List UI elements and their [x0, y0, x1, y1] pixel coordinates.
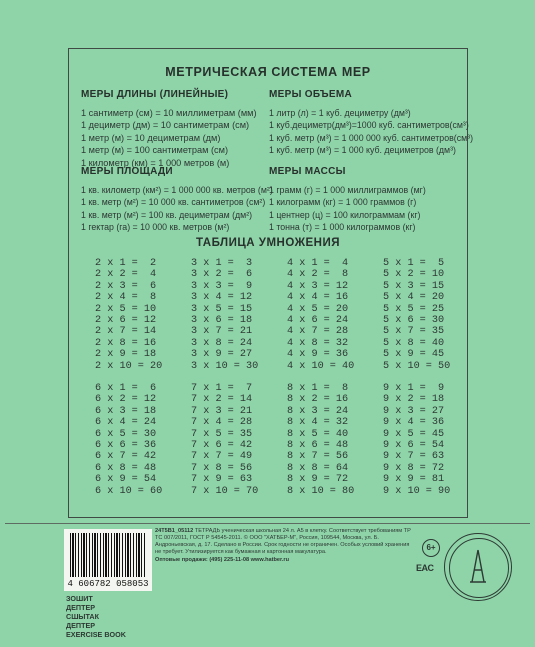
mult-row: 2 x 8 = 16 — [95, 337, 157, 349]
mult-row: 4 x 7 = 28 — [287, 326, 349, 338]
mult-row: 8 x 10 = 80 — [287, 485, 355, 497]
mult-row: 8 x 8 = 64 — [287, 462, 349, 474]
language-kg: ДЕПТЕР — [66, 621, 96, 630]
mult-row: 9 x 7 = 63 — [383, 451, 445, 463]
volume-measures — [269, 89, 473, 157]
mult-row: 7 x 9 = 63 — [191, 474, 253, 486]
area-item: 1 кв. метр (м²) = 10 000 кв. сантиметров (см²) — [81, 197, 266, 208]
mult-row: 4 x 3 = 12 — [287, 280, 349, 292]
mult-row: 6 x 7 = 42 — [95, 451, 157, 463]
mass-item: 1 килограмм (кг) = 1 000 граммов (г) — [269, 197, 417, 208]
mult-row: 9 x 10 = 90 — [383, 485, 451, 497]
language-ua: ЗОШИТ — [66, 594, 93, 603]
mult-row: 2 x 1 = 2 — [95, 258, 157, 269]
mult-row: 8 x 3 = 24 — [287, 405, 349, 417]
mult-block-2 — [95, 258, 187, 372]
quality-seal — [444, 533, 512, 601]
product-description: ТЕТРАДЬ ученическая школьная 24 л. А5 в клетку. Соответствует требованиям ТР ТС 007/2011, ГОСТ Р 54545-2011. © ООО "ХАТБЕР-М", Россия, 109544, Москва, ул. Б. Андроньевская, д. 17. Сделано в России. Срок годности не ограничен. Особых условий хранения не требует. Утилизируется как бумажная и картонная макулатура. — [155, 528, 411, 555]
mult-row: 7 x 10 = 70 — [191, 485, 259, 497]
mult-row: 9 x 3 = 27 — [383, 405, 445, 417]
mult-row: 2 x 3 = 6 — [95, 280, 157, 292]
mult-row: 9 x 2 = 18 — [383, 394, 445, 406]
mult-row: 4 x 8 = 32 — [287, 337, 349, 349]
area-heading: МЕРЫ ПЛОЩАДИ — [81, 166, 173, 177]
mass-measures — [269, 166, 426, 234]
mult-row: 5 x 2 = 10 — [383, 269, 445, 281]
mult-row: 5 x 7 = 35 — [383, 326, 445, 338]
page-title: МЕТРИЧЕСКАЯ СИСТЕМА МЕР — [165, 65, 371, 79]
mass-item: 1 тонна (т) = 1 000 килограммов (кг) — [269, 222, 416, 233]
mult-row: 3 x 3 = 9 — [191, 280, 253, 292]
multiplication-title: ТАБЛИЦА УМНОЖЕНИЯ — [195, 237, 341, 249]
mult-row: 6 x 5 = 30 — [95, 428, 157, 440]
area-item: 1 кв. метр (м²) = 100 кв. дециметрам (дм²) — [81, 209, 253, 220]
length-item: 1 сантиметр (см) = 10 миллиметрам (мм) — [81, 107, 257, 118]
mult-row: 2 x 6 = 12 — [95, 315, 157, 327]
mult-row: 5 x 10 = 50 — [383, 360, 451, 372]
mult-row: 9 x 5 = 45 — [383, 428, 445, 440]
mult-row: 3 x 4 = 12 — [191, 292, 253, 304]
mult-row: 8 x 9 = 72 — [287, 474, 349, 486]
mult-row: 9 x 4 = 36 — [383, 417, 445, 429]
mult-row: 7 x 6 = 42 — [191, 440, 253, 452]
mult-row: 3 x 5 = 15 — [191, 303, 253, 315]
length-item: 1 метр (м) = 100 сантиметрам (см) — [81, 145, 229, 156]
mult-row: 6 x 2 = 12 — [95, 394, 157, 406]
length-heading: МЕРЫ ДЛИНЫ (ЛИНЕЙНЫЕ) — [81, 89, 229, 100]
mult-row: 6 x 1 = 6 — [95, 383, 157, 394]
mass-item: 1 центнер (ц) = 100 килограммам (кг) — [269, 209, 421, 220]
volume-heading: МЕРЫ ОБЪЕМА — [269, 89, 353, 100]
wholesale-info: Оптовые продажи: (495) 225-11-08 www.hatber.ru — [155, 557, 290, 563]
mult-block-7 — [191, 383, 283, 497]
mult-row: 3 x 7 = 21 — [191, 326, 253, 338]
mult-row: 8 x 6 = 48 — [287, 440, 349, 452]
language-en: EXERCISE BOOK — [66, 630, 126, 639]
mult-row: 6 x 10 = 60 — [95, 485, 163, 497]
mult-row: 6 x 6 = 36 — [95, 440, 157, 452]
length-measures — [81, 89, 257, 170]
mult-block-3 — [191, 258, 283, 372]
mult-row: 5 x 9 = 45 — [383, 349, 445, 361]
mult-row: 9 x 8 = 72 — [383, 462, 445, 474]
mult-block-5 — [383, 258, 475, 372]
mass-item: 1 грамм (г) = 1 000 миллиграммов (мг) — [269, 184, 426, 195]
mult-row: 3 x 2 = 6 — [191, 269, 253, 281]
mult-row: 7 x 7 = 49 — [191, 451, 253, 463]
mult-block-9 — [383, 383, 475, 497]
mult-row: 7 x 4 = 28 — [191, 417, 253, 429]
mult-row: 3 x 10 = 30 — [191, 360, 259, 372]
mult-row: 2 x 7 = 14 — [95, 326, 157, 338]
mult-block-4 — [287, 258, 379, 372]
mult-row: 2 x 9 = 18 — [95, 349, 157, 361]
mult-row: 7 x 2 = 14 — [191, 394, 253, 406]
mult-row: 4 x 6 = 24 — [287, 315, 349, 327]
volume-item: 1 куб. метр (м³) = 1 000 куб. дециметров (дм³) — [269, 145, 456, 156]
language-by: СШЫТАК — [66, 612, 99, 621]
mult-row: 2 x 2 = 4 — [95, 269, 157, 281]
mult-row: 4 x 5 = 20 — [287, 303, 349, 315]
mult-row: 4 x 4 = 16 — [287, 292, 349, 304]
length-item: 1 километр (км) = 1 000 метров (м) — [81, 157, 230, 168]
volume-item: 1 литр (л) = 1 куб. дециметру (дм³) — [269, 107, 411, 118]
mult-row: 8 x 7 = 56 — [287, 451, 349, 463]
mult-row: 2 x 10 = 20 — [95, 360, 163, 372]
mass-heading: МЕРЫ МАССЫ — [269, 166, 346, 177]
mult-row: 8 x 2 = 16 — [287, 394, 349, 406]
mult-row: 9 x 1 = 9 — [383, 383, 445, 394]
barcode-number: 4 606782 058053 — [67, 579, 149, 589]
mult-row: 4 x 10 = 40 — [287, 360, 355, 372]
mult-row: 9 x 6 = 54 — [383, 440, 445, 452]
area-item: 1 гектар (га) = 10 000 кв. метров (м²) — [81, 222, 230, 233]
reference-frame — [68, 48, 473, 518]
barcode-bars — [70, 533, 146, 577]
length-item: 1 дециметр (дм) = 10 сантиметрам (см) — [81, 120, 250, 131]
area-item: 1 кв. километр (км²) = 1 000 000 кв. метров (м²) — [81, 184, 273, 195]
mult-row: 8 x 4 = 32 — [287, 417, 349, 429]
tower-icon — [445, 534, 511, 600]
product-footer — [0, 523, 535, 647]
mult-block-6 — [95, 383, 187, 497]
language-kz: ДЕПТЕР — [66, 603, 96, 612]
mult-row: 5 x 3 = 15 — [383, 280, 445, 292]
product-code: 24Т5В1_05112 — [155, 528, 194, 534]
mult-row: 8 x 1 = 8 — [287, 383, 349, 394]
language-names — [66, 594, 154, 639]
mult-row: 6 x 9 = 54 — [95, 474, 157, 486]
mult-row: 5 x 6 = 30 — [383, 315, 445, 327]
mult-row: 5 x 5 = 25 — [383, 303, 445, 315]
volume-item: 1 куб. метр (м³) = 1 000 000 куб. сантиметров(см³) — [269, 132, 473, 143]
mult-row: 7 x 3 = 21 — [191, 405, 253, 417]
mult-row: 5 x 1 = 5 — [383, 258, 445, 269]
barcode — [64, 529, 152, 591]
mult-row: 3 x 9 = 27 — [191, 349, 253, 361]
eac-mark: EAC — [416, 563, 434, 573]
mult-row: 7 x 8 = 56 — [191, 462, 253, 474]
mult-row: 3 x 1 = 3 — [191, 258, 253, 269]
mult-row: 6 x 8 = 48 — [95, 462, 157, 474]
mult-row: 3 x 8 = 24 — [191, 337, 253, 349]
mult-row: 2 x 4 = 8 — [95, 292, 157, 304]
mult-row: 6 x 3 = 18 — [95, 405, 157, 417]
mult-block-8 — [287, 383, 379, 497]
mult-row: 4 x 1 = 4 — [287, 258, 349, 269]
product-info — [155, 528, 417, 564]
mult-row: 5 x 4 = 20 — [383, 292, 445, 304]
area-measures — [81, 166, 273, 234]
mult-row: 7 x 1 = 7 — [191, 383, 253, 394]
mult-row: 6 x 4 = 24 — [95, 417, 157, 429]
footer-divider — [5, 523, 530, 524]
mult-row: 5 x 8 = 40 — [383, 337, 445, 349]
mult-row: 3 x 6 = 18 — [191, 315, 253, 327]
mult-row: 7 x 5 = 35 — [191, 428, 253, 440]
mult-row: 4 x 9 = 36 — [287, 349, 349, 361]
mult-row: 9 x 9 = 81 — [383, 474, 445, 486]
mult-row: 8 x 5 = 40 — [287, 428, 349, 440]
length-item: 1 метр (м) = 10 дециметрам (дм) — [81, 132, 221, 143]
volume-item: 1 куб.дециметр(дм³)=1000 куб. сантиметров(см³) — [269, 120, 469, 131]
mult-row: 4 x 2 = 8 — [287, 269, 349, 281]
mult-row: 2 x 5 = 10 — [95, 303, 157, 315]
age-rating-badge: 6+ — [422, 539, 440, 557]
